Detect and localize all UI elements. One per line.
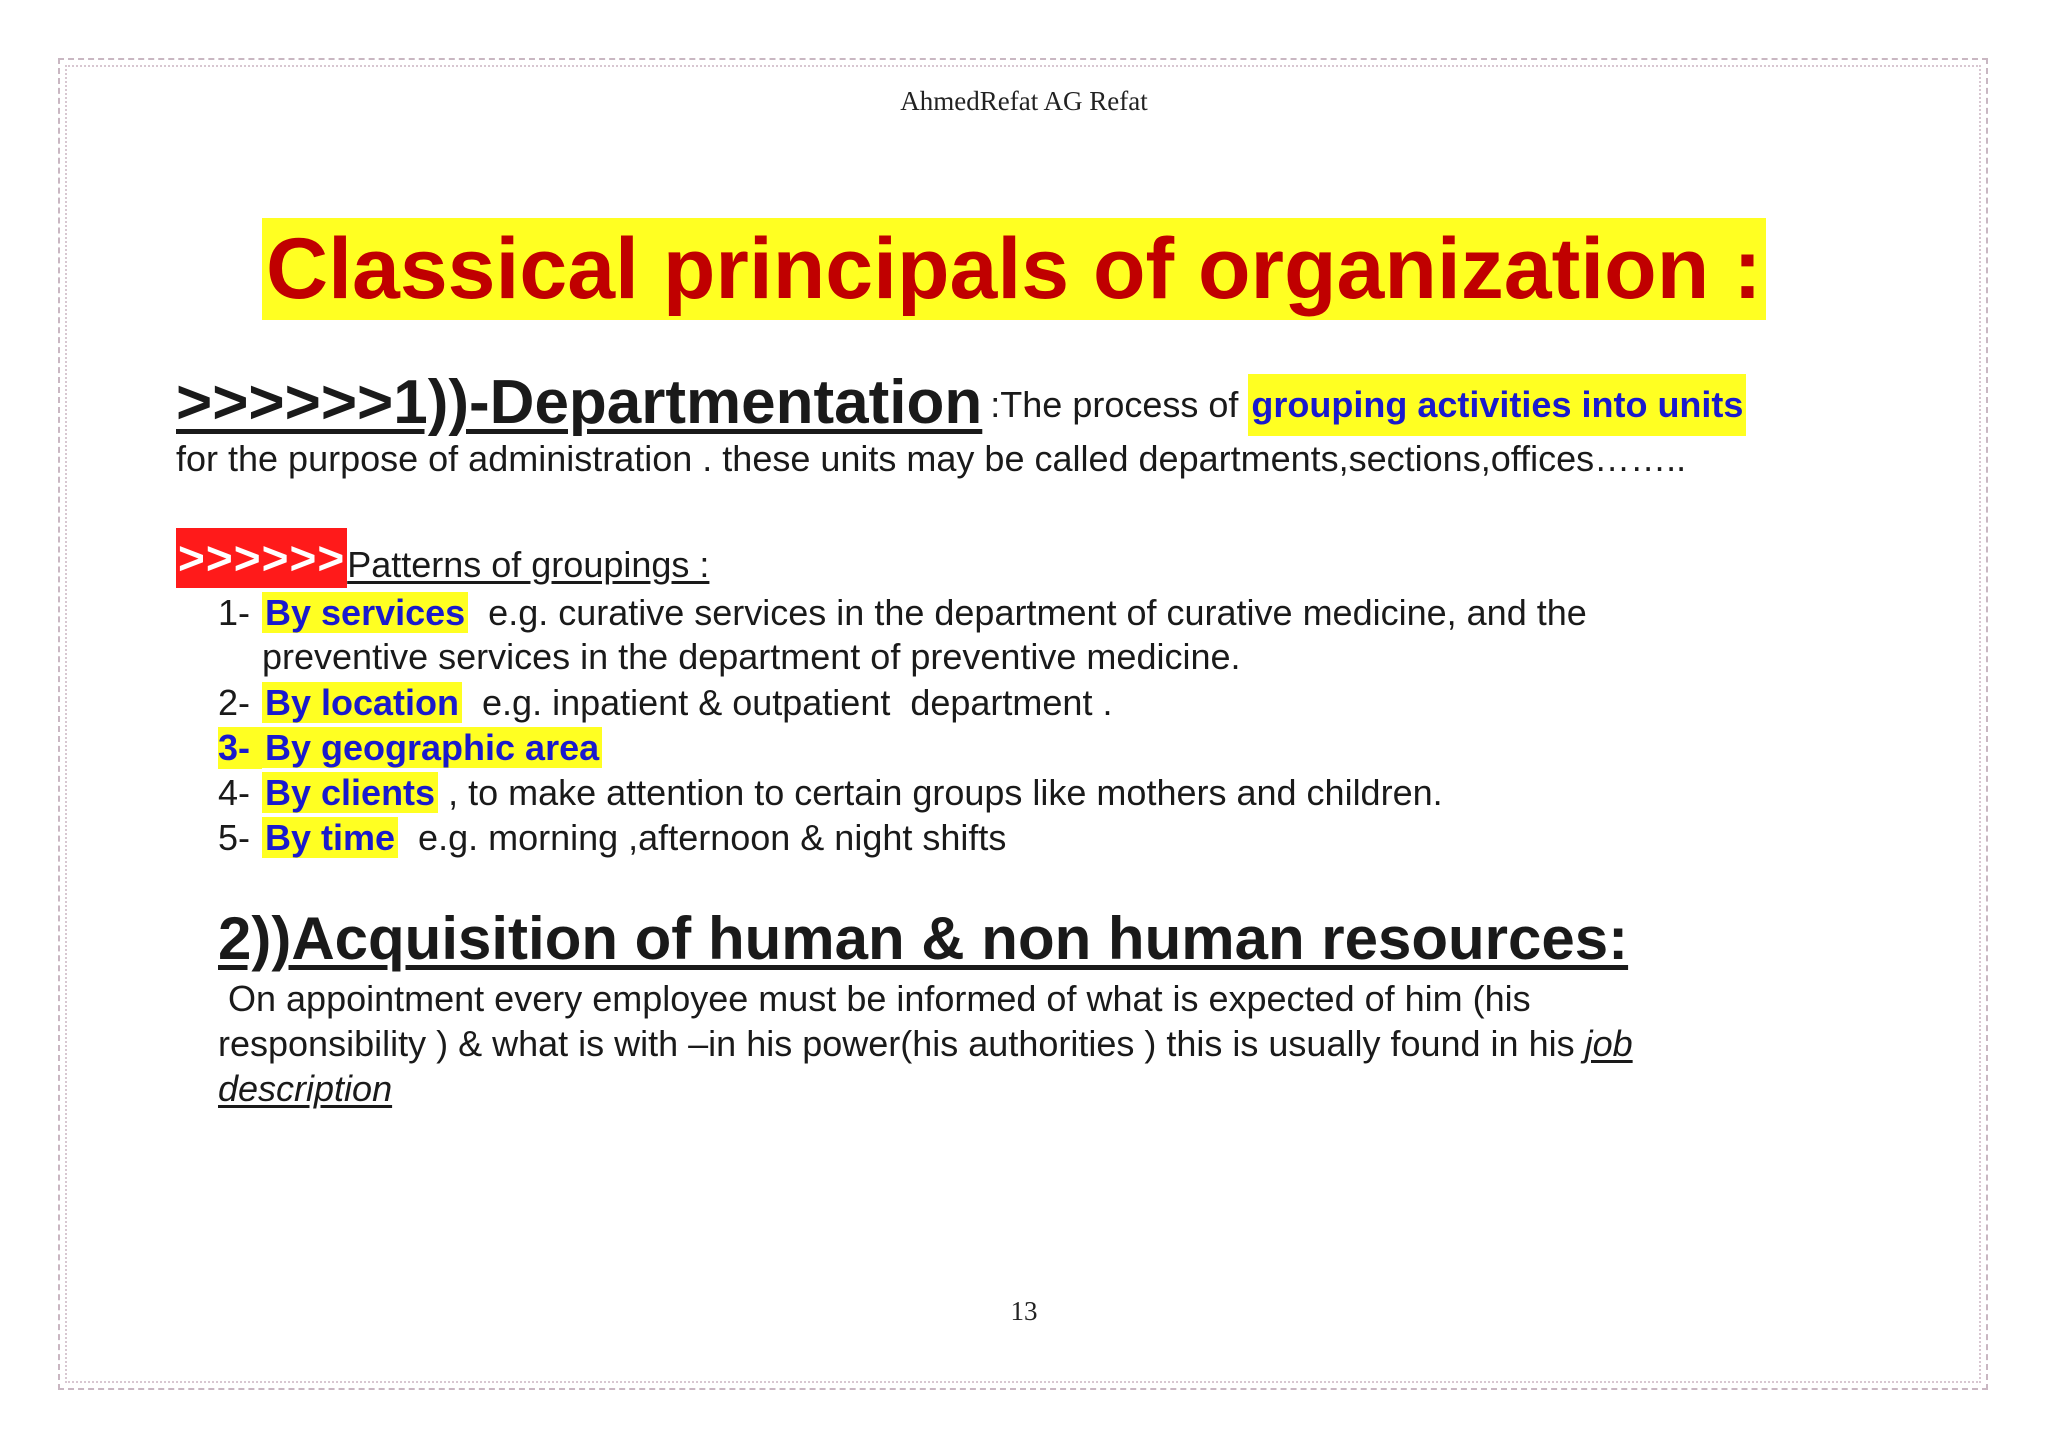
definition-continued: for the purpose of administration . these units may be called departments,sections,offices…….. [176,438,1687,479]
section2-line1: On appointment every employee must be informed of what is expected of him (his [218,978,1531,1019]
list-item-highlight: By location [262,682,462,723]
list-item-text: , to make attention to certain groups like mothers and children. [438,772,1443,813]
page-title: Classical principals of organization : [262,218,1766,320]
page-number: 13 [1010,1296,1038,1326]
list-item-number: 3- [218,727,262,769]
definition-highlight: grouping activities into units [1248,374,1746,436]
patterns-heading [176,528,709,588]
list-item-number: 4- [218,772,251,813]
list-item-text: e.g. inpatient & outpatient department . [462,682,1113,723]
definition-prefix: :The process of [990,384,1239,425]
page-header-author: AhmedRefat AG Refat [900,86,1148,116]
description-link: description [218,1068,393,1109]
section2-line2-text: responsibility ) & what is with –in his power(his authorities ) this is usually found in his [218,1023,1585,1064]
section1-heading-line [176,368,1746,438]
section1-heading: >>>>>>1))-Departmentation [176,368,983,437]
patterns-arrow-marker: >>>>>> [176,528,347,588]
list-item [218,727,602,769]
section1-definition [990,374,1746,438]
list-item-text: e.g. morning ,afternoon & night shifts [398,817,1007,858]
patterns-label: Patterns of groupings : [347,544,710,585]
list-item-number: 1- [218,592,251,633]
list-item [218,772,1443,814]
section2-line2 [218,1023,1633,1065]
list-item-continuation: preventive services in the department of preventive medicine. [262,636,1241,677]
list-item-text: e.g. curative services in the department of curative medicine, and the [468,592,1587,633]
job-link: job [1584,1023,1633,1064]
list-item-highlight: By services [262,592,468,633]
section2-heading: 2))Acquisition of human & non human resources: [218,905,1629,972]
list-item [218,592,1587,634]
list-item [218,817,1006,859]
list-item-highlight: By clients [262,772,438,813]
list-item-highlight: By geographic area [262,727,602,768]
list-item-number: 5- [218,817,251,858]
list-item [218,682,1112,724]
section2-line3 [218,1068,392,1110]
list-item-number: 2- [218,682,251,723]
list-item-highlight: By time [262,817,398,858]
